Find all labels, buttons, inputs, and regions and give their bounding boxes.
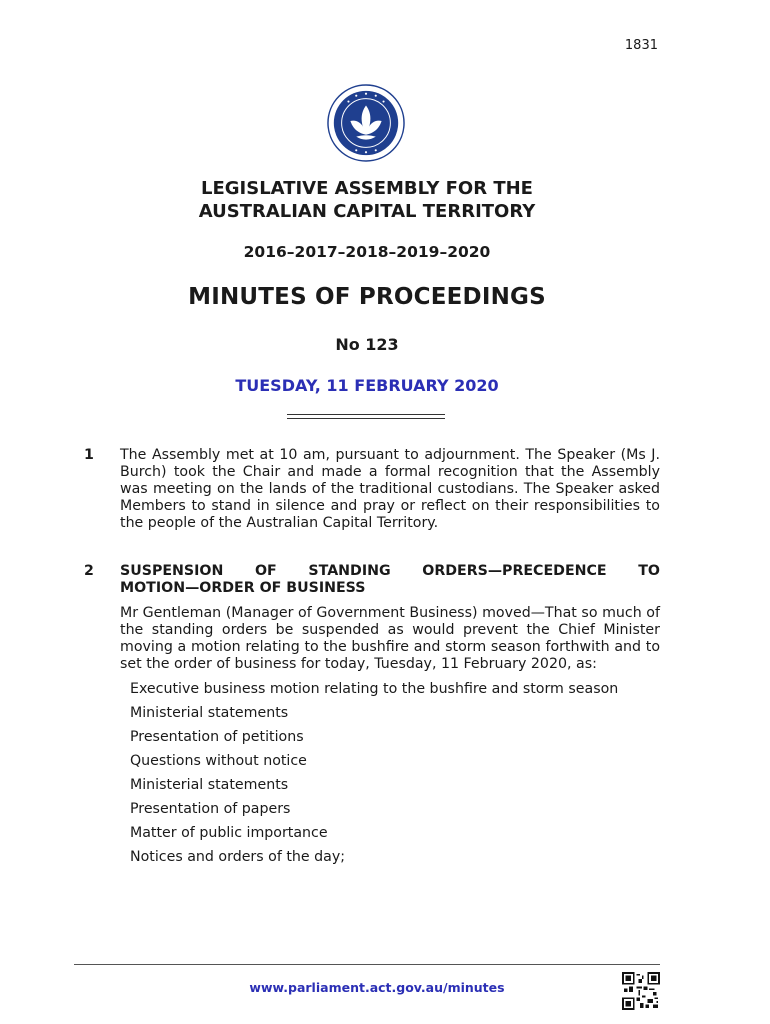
list-item: Executive business motion relating to the bushfire and storm season: [130, 681, 619, 697]
list-item: Ministerial statements: [130, 705, 289, 721]
item-text: Mr Gentleman (Manager of Government Business) moved—That so much of the standing orders be suspended as would prevent the Chief Minister moving a motion relating to the bushfire and storm season forthwith and to set the order of business for today, Tuesday, 11 February 2020, as:: [120, 605, 660, 672]
list-item: Questions without notice: [130, 753, 307, 769]
list-item: Matter of public importance: [130, 825, 328, 841]
footer-divider: [74, 964, 660, 965]
item-number: 2: [84, 563, 94, 579]
list-item: Notices and orders of the day;: [130, 849, 346, 865]
sitting-date: TUESDAY, 11 FEBRUARY 2020: [235, 376, 499, 395]
assembly-years: 2016–2017–2018–2019–2020: [243, 243, 491, 261]
list-item: Presentation of petitions: [130, 729, 304, 745]
qr-code-icon: [622, 972, 660, 1010]
order-of-business-list: [130, 681, 660, 866]
list-item: Ministerial statements: [130, 777, 289, 793]
minutes-url-link[interactable]: www.parliament.act.gov.au/minutes: [249, 980, 505, 995]
item-heading-line-2: MOTION—ORDER OF BUSINESS: [120, 580, 366, 596]
item-heading-line-1: SUSPENSION OF STANDING ORDERS—PRECEDENCE TO: [120, 563, 660, 579]
item-number: 1: [84, 447, 94, 463]
minute-item-1: [84, 447, 660, 532]
assembly-title-line-2: AUSTRALIAN CAPITAL TERRITORY: [198, 201, 536, 222]
document-title: MINUTES OF PROCEEDINGS: [188, 284, 546, 310]
minutes-number: No 123: [335, 335, 399, 354]
assembly-seal-logo: [327, 84, 405, 162]
minute-item-2: [84, 563, 660, 873]
page-number: 1831: [624, 38, 658, 53]
item-text: The Assembly met at 10 am, pursuant to adjournment. The Speaker (Ms J. Burch) took the Chair and made a formal recognition that the Assembly was meeting on the lands of the traditional custodians. The Speaker asked Members to stand in silence and pray or reflect on their responsibilities to the people of the Australian Capital Territory.: [120, 447, 660, 531]
assembly-title-line-1: LEGISLATIVE ASSEMBLY FOR THE: [201, 178, 533, 199]
item-heading: [120, 563, 660, 597]
list-item: Presentation of papers: [130, 801, 291, 817]
assembly-title: [0, 177, 734, 223]
title-divider: [287, 414, 445, 419]
